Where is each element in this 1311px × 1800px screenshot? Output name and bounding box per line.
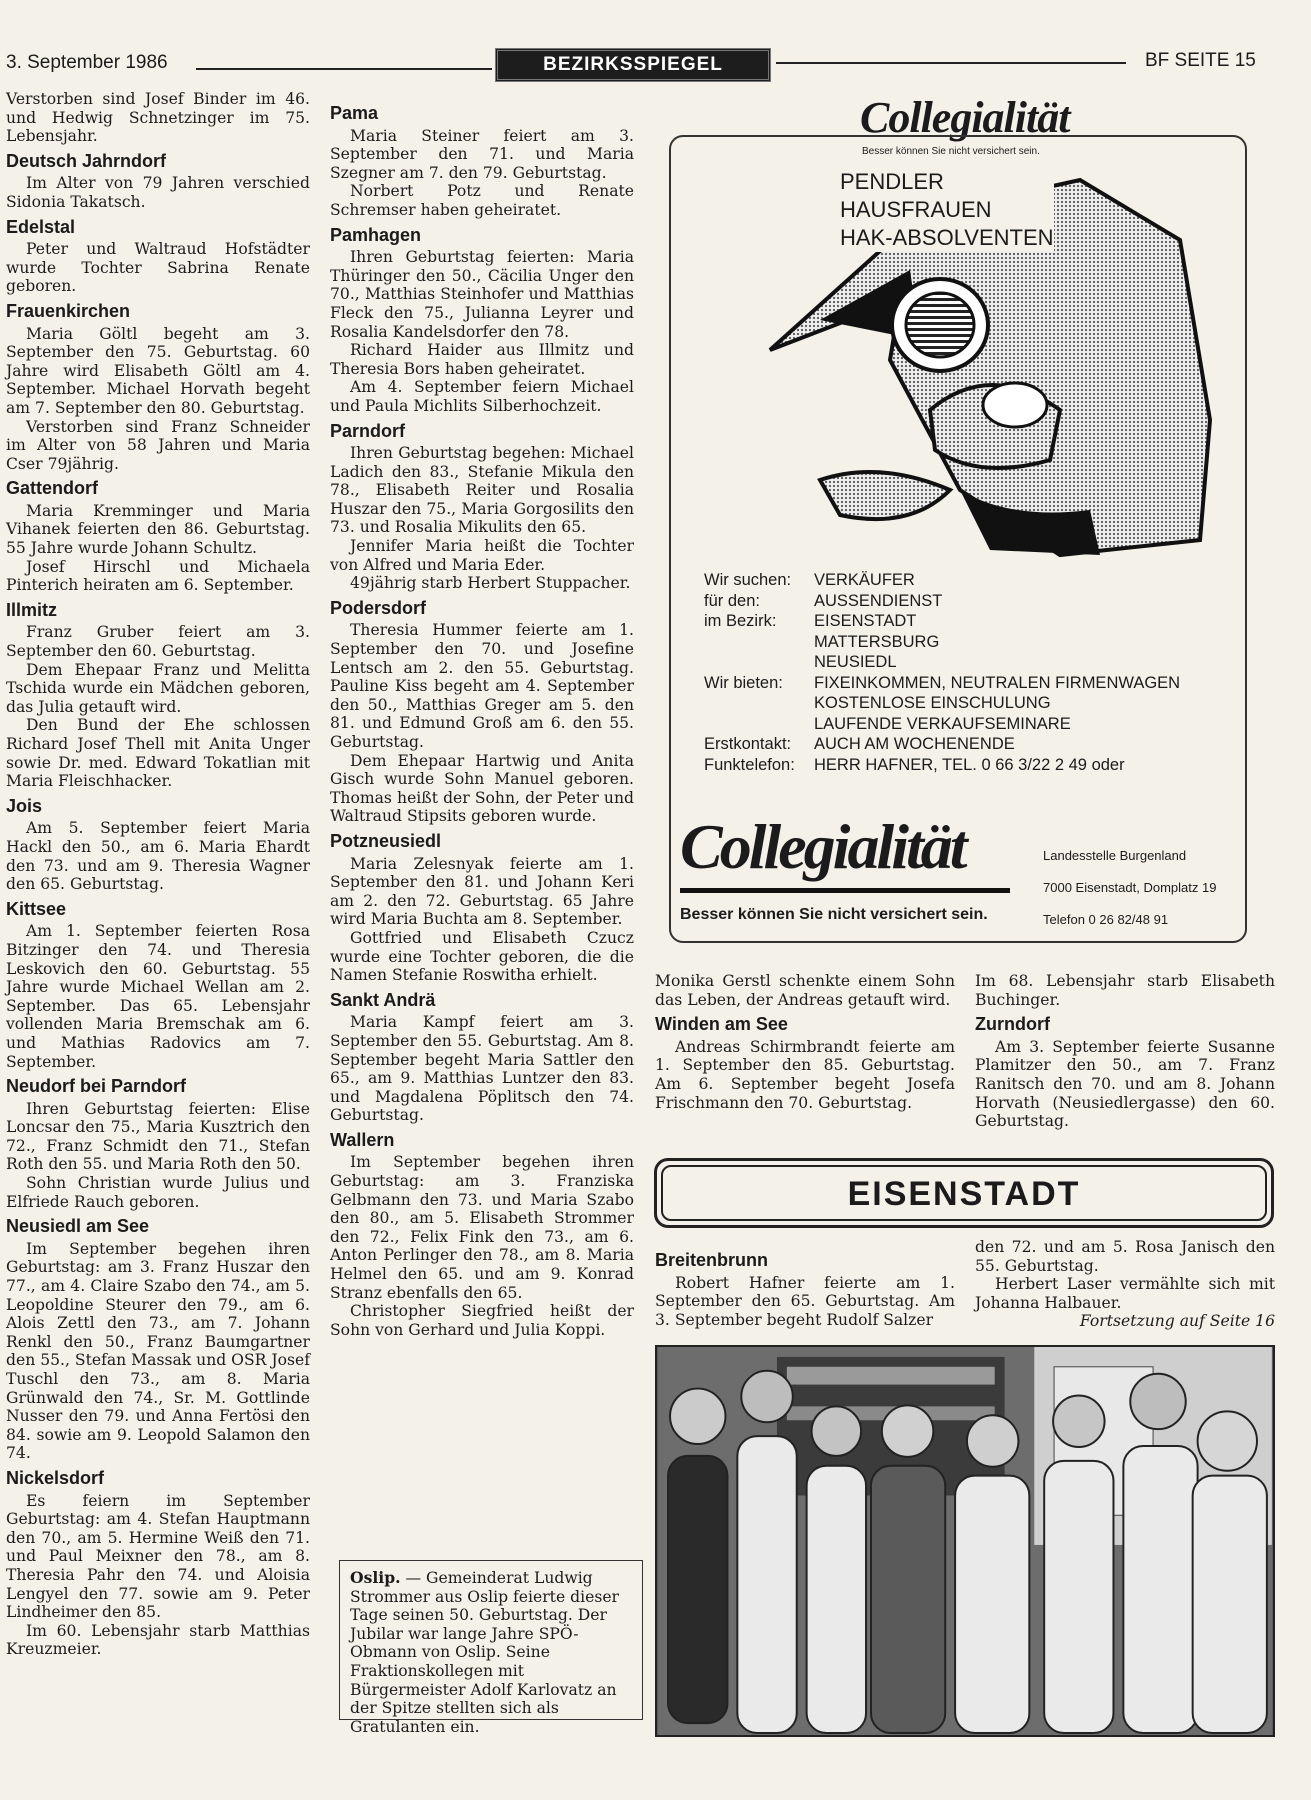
article-paragraph: Am 3. September feierte Susanne Plamitzer den 50., am 7. Franz Ranitsch den 70. und am 8. Johann Horvath (Neusiedlergasse) den 60. Geburtstag. bbox=[975, 1037, 1275, 1131]
ad-logo-underline bbox=[680, 888, 1010, 893]
ad-row-value: VERKÄUFER bbox=[814, 571, 915, 589]
column-6 bbox=[975, 1238, 1275, 1331]
ad-row bbox=[704, 611, 1244, 631]
ad-brand-logo-top: Collegialität bbox=[860, 93, 1070, 142]
article-paragraph: Im 60. Lebensjahr starb Matthias Kreuzmeier. bbox=[6, 1621, 310, 1659]
ad-row bbox=[704, 591, 1244, 611]
place-heading: Breitenbrunn bbox=[655, 1250, 769, 1270]
ad-row-label: Funktelefon: bbox=[704, 755, 795, 774]
header-rule-right bbox=[776, 62, 1126, 64]
ad-details bbox=[704, 570, 1244, 780]
article-paragraph: Robert Hafner feierte am 1. September den 65. Geburtstag. Am 3. September begeht Rudolf Salzer bbox=[655, 1273, 955, 1329]
place-heading: Pamhagen bbox=[330, 224, 422, 245]
article-paragraph: Am 5. September feiert Maria Hackl den 50., am 6. Maria Ehardt den 73. und am 9. Theresia Wagner den 65. Geburtstag. bbox=[6, 819, 310, 894]
article-paragraph: Dem Ehepaar Franz und Melitta Tschida wurde ein Mädchen geboren, das Julia getauft wird. bbox=[6, 660, 310, 716]
article-paragraph: Am 1. September feierten Rosa Bitzinger den 74. und Theresia Leskovich den 60. Geburtstag. 55 Jahre wurde Michael Wellan am 2. September. Das 65. Lebensjahr vollenden Maria Bremschak am 6. und Mathias Radovics am 7. September. bbox=[6, 922, 310, 1071]
place-heading: Deutsch Jahrndorf bbox=[6, 150, 167, 171]
place-heading: Neudorf bei Parndorf bbox=[6, 1076, 187, 1097]
ad-row bbox=[704, 632, 1244, 652]
ad-row bbox=[704, 714, 1244, 734]
article-paragraph: Es feiern im September Geburtstag: am 4. Stefan Hauptmann den 70., am 5. Hermine Weiß den 71. und Paul Meixner den 78., am 8. Theresia Pahr den 74. und Aloisia Lengyel den 77. sowie am 9. Peter Lindheimer den 85. bbox=[6, 1491, 310, 1622]
ad-address-line: Telefon 0 26 82/48 91 bbox=[1043, 912, 1169, 927]
article-paragraph: Im September begehen ihren Geburtstag: am 3. Franz Huszar den 77., am 4. Claire Szabo den 74., am 5. Leopoldine Steurer den 79., am 6. Alois Zettl den 73., am 7. Johann Renkl den 50., Franz Baumgartner den 55., Stefan Massak und OSR Josef Tuschl den 73., am 8. Maria Grünwald den 74., Sr. M. Gottlinde Nusser den 79. und Anna Fertösi den 84. sowie am 9. Leopold Salamon den 74. bbox=[6, 1239, 310, 1463]
ad-row bbox=[704, 734, 1244, 754]
article-paragraph: Maria Zelesnyak feierte am 1. September den 81. und Johann Keri am 2. den 72. Geburtstag. 65 Jahre wird Maria Buchta am 8. September. bbox=[330, 854, 634, 929]
ad-row-value: EISENSTADT bbox=[814, 612, 917, 630]
ad-row bbox=[704, 570, 1244, 590]
place-heading: Sankt Andrä bbox=[330, 989, 436, 1010]
article-paragraph: Verstorben sind Franz Schneider im Alter von 58 Jahren und Maria Cser 79jährig. bbox=[6, 417, 310, 473]
continued-note: Fortsetzung auf Seite 16 bbox=[1079, 1312, 1275, 1331]
article-paragraph: Maria Steiner feiert am 3. September den 71. und Maria Szegner am 7. den 79. Geburtstag. bbox=[330, 126, 634, 182]
article-paragraph: den 72. und am 5. Rosa Janisch den 55. Geburtstag. bbox=[975, 1238, 1275, 1275]
ad-target: HAUSFRAUEN bbox=[840, 197, 992, 222]
ad-row bbox=[704, 693, 1244, 713]
article-paragraph: Ihren Geburtstag feierten: Elise Loncsar den 75., Maria Kusztrich den 72., Franz Schmidt den 71., Stefan Roth den 55. und Maria Roth den 50. bbox=[6, 1099, 310, 1174]
section-banner-title: EISENSTADT bbox=[661, 1165, 1267, 1221]
ad-row-value: AUSSENDIENST bbox=[814, 591, 943, 610]
photo-caption bbox=[339, 1560, 643, 1736]
ad-row bbox=[704, 755, 1244, 775]
column-1 bbox=[6, 90, 310, 1659]
article-paragraph: Dem Ehepaar Hartwig und Anita Gisch wurde Sohn Manuel geboren. Thomas heißt der Sohn, der Peter und Waltraud Stipsits geboren wurde. bbox=[330, 751, 634, 826]
ad-row bbox=[704, 673, 1244, 693]
section-title: BEZIRKSSPIEGEL bbox=[495, 48, 771, 82]
article-paragraph: Jennifer Maria heißt die Tochter von Alfred und Maria Eder. bbox=[330, 537, 634, 574]
ad-row-value: HERR HAFNER, TEL. 0 66 3/22 2 49 oder bbox=[814, 755, 1125, 774]
article-paragraph: Herbert Laser vermählte sich mit Johanna Halbauer. bbox=[975, 1275, 1275, 1312]
caption-place: Oslip. bbox=[350, 1568, 401, 1587]
column-2 bbox=[330, 98, 634, 1339]
ad-row-value: AUCH AM WOCHENENDE bbox=[814, 735, 1015, 753]
ad-row bbox=[704, 652, 1244, 672]
article-paragraph: Monika Gerstl schenkte einem Sohn das Leben, der Andreas getauft wird. bbox=[655, 972, 955, 1009]
article-paragraph: Gottfried und Elisabeth Czucz wurde eine Tochter geboren, die die Namen Stefanie Roswitha erhielt. bbox=[330, 928, 634, 985]
place-heading: Pama bbox=[330, 103, 379, 123]
caption-text: — Gemeinderat Ludwig Strommer aus Oslip feierte dieser Tage seinen 50. Geburtstag. Der Jubilar war lange Jahre SPÖ-Obmann von Oslip. Seine Fraktionskollegen mit Bürgermeister Adolf Karlovatz an der Spitze stellten sich als Gratulanten ein. bbox=[350, 1569, 620, 1736]
place-heading: Wallern bbox=[330, 1129, 395, 1150]
ad-address bbox=[1043, 840, 1216, 936]
ad-row-label: Erstkontakt: bbox=[704, 735, 792, 753]
ad-row-label: Wir bieten: bbox=[704, 673, 783, 692]
article-paragraph: 49jährig starb Herbert Stuppacher. bbox=[350, 574, 631, 593]
ad-target-groups bbox=[840, 168, 1054, 252]
place-heading: Nickelsdorf bbox=[6, 1467, 105, 1488]
article-paragraph: Im 68. Lebensjahr starb Elisabeth Buchinger. bbox=[975, 972, 1275, 1009]
ad-slogan: Besser können Sie nicht versichert sein. bbox=[680, 906, 988, 923]
ad-address-line: 7000 Eisenstadt, Domplatz 19 bbox=[1043, 880, 1217, 895]
article-paragraph: Christopher Siegfried heißt der Sohn von Gerhard und Julia Koppi. bbox=[330, 1302, 634, 1339]
page-number: BF SEITE 15 bbox=[1145, 50, 1256, 71]
article-paragraph: Richard Haider aus Illmitz und Theresia Bors haben geheiratet. bbox=[330, 341, 634, 378]
place-heading: Edelstal bbox=[6, 216, 76, 237]
article-paragraph: Maria Göltl begeht am 3. September den 75. Geburtstag. 60 Jahre wird Elisabeth Göltl am 4. September. Michael Horvath begeht am 7. September den 80. Geburtstag. bbox=[6, 324, 310, 417]
ad-row-value: LAUFENDE VERKAUFSEMINARE bbox=[814, 714, 1071, 733]
ad-row-label: Wir suchen: bbox=[704, 571, 792, 589]
column-3 bbox=[655, 972, 955, 1112]
article-paragraph: Im Alter von 79 Jahren verschied Sidonia Takatsch. bbox=[6, 174, 310, 211]
ad-target: PENDLER bbox=[840, 169, 944, 194]
article-paragraph: Sohn Christian wurde Julius und Elfriede Rauch geboren. bbox=[6, 1174, 310, 1211]
place-heading: Frauenkirchen bbox=[6, 300, 131, 321]
place-heading: Gattendorf bbox=[6, 478, 98, 499]
article-paragraph: Am 4. September feiern Michael und Paula Michlits Silberhochzeit. bbox=[330, 378, 634, 415]
ad-row-label: im Bezirk: bbox=[704, 612, 777, 630]
article-paragraph: Josef Hirschl und Michaela Pinterich heiraten am 6. September. bbox=[6, 557, 310, 595]
ad-address-line: Landesstelle Burgenland bbox=[1043, 848, 1187, 863]
column-4 bbox=[975, 972, 1275, 1131]
place-heading: Jois bbox=[6, 795, 43, 816]
ad-row-value: NEUSIEDL bbox=[814, 653, 897, 671]
article-paragraph: Den Bund der Ehe schlossen Richard Josef Thell mit Anita Unger sowie Dr. med. Edward Tokatlian mit Maria Fleischhacker. bbox=[6, 716, 310, 791]
header-rule-left bbox=[196, 68, 492, 70]
ad-brand-logo: Collegialität bbox=[680, 811, 965, 882]
ad-target: HAK-ABSOLVENTEN bbox=[840, 225, 1054, 250]
article-paragraph: Verstorben sind Josef Binder im 46. und Hedwig Schnetzinger im 75. Lebensjahr. bbox=[6, 90, 310, 146]
article-paragraph: Peter und Waltraud Hofstädter wurde Tochter Sabrina Renate geboren. bbox=[6, 240, 310, 296]
place-heading: Podersdorf bbox=[330, 597, 427, 618]
ad-slogan-top: Besser können Sie nicht versichert sein. bbox=[862, 146, 1040, 157]
article-paragraph: Maria Kremminger und Maria Vihanek feierten den 86. Geburtstag. 55 Jahre wurde Johann Schultz. bbox=[6, 501, 310, 558]
place-heading: Zurndorf bbox=[975, 1014, 1050, 1035]
article-paragraph: Andreas Schirmbrandt feierte am 1. September den 85. Geburtstag. Am 6. September begeht Josefa Frischmann den 70. Geburtstag. bbox=[655, 1037, 955, 1112]
place-heading: Winden am See bbox=[655, 1014, 788, 1035]
place-heading: Kittsee bbox=[6, 898, 67, 919]
article-paragraph: Im September begehen ihren Geburtstag: am 3. Franziska Gelbmann den 73. und Maria Szabo den 80., am 5. Elisabeth Strommer den 72., Felix Fink den 73., am 6. Anton Perlinger den 78., am 8. Maria Helmel den 65. und am 9. Konrad Stranz ebenfalls den 65. bbox=[330, 1153, 634, 1302]
ad-row-label: für den: bbox=[704, 591, 760, 610]
column-5 bbox=[655, 1245, 955, 1329]
ad-row-value: MATTERSBURG bbox=[814, 632, 940, 651]
article-paragraph: Theresia Hummer feierte am 1. September den 70. und Josefine Lentsch am 2. den 55. Geburtstag. Pauline Kiss begeht am 4. September den 50., Matthias Greger am 5. den 81. und Edmund Groß am 6. den 55. Geburtstag. bbox=[330, 621, 634, 751]
ad-row-value: KOSTENLOSE EINSCHULUNG bbox=[814, 694, 1051, 712]
group-photo bbox=[655, 1345, 1275, 1737]
article-paragraph: Norbert Potz und Renate Schremser haben geheiratet. bbox=[330, 182, 634, 219]
section-banner bbox=[654, 1158, 1274, 1228]
place-heading: Neusiedl am See bbox=[6, 1216, 150, 1237]
article-paragraph: Ihren Geburtstag begehen: Michael Ladich den 83., Stefanie Mikula den 78., Elisabeth Reiter und Rosalia Huszar den 75., Maria Gorgosilits den 73. und Rosalia Mikulits den 65. bbox=[330, 444, 634, 537]
article-paragraph: Ihren Geburtstag feierten: Maria Thüringer den 50., Cäcilia Unger den 70., Matthias Steinhofer und Matthias Fleck den 75., Julianna Leyrer und Rosalia Kandelsdorfer den 78. bbox=[330, 248, 634, 341]
place-heading: Parndorf bbox=[330, 420, 406, 441]
issue-date: 3. September 1986 bbox=[6, 52, 168, 73]
article-paragraph: Maria Kampf feiert am 3. September den 55. Geburtstag. Am 8. September begeht Maria Sattler den 65., am 9. Matthias Luntzer den 83. und Magdalena Pöplitsch den 74. Geburtstag. bbox=[330, 1013, 634, 1125]
ad-row-value: FIXEINKOMMEN, NEUTRALEN FIRMENWAGEN bbox=[814, 673, 1181, 692]
place-heading: Illmitz bbox=[6, 599, 58, 620]
article-paragraph: Franz Gruber feiert am 3. September den 60. Geburtstag. bbox=[6, 623, 310, 661]
place-heading: Potzneusiedl bbox=[330, 830, 442, 851]
